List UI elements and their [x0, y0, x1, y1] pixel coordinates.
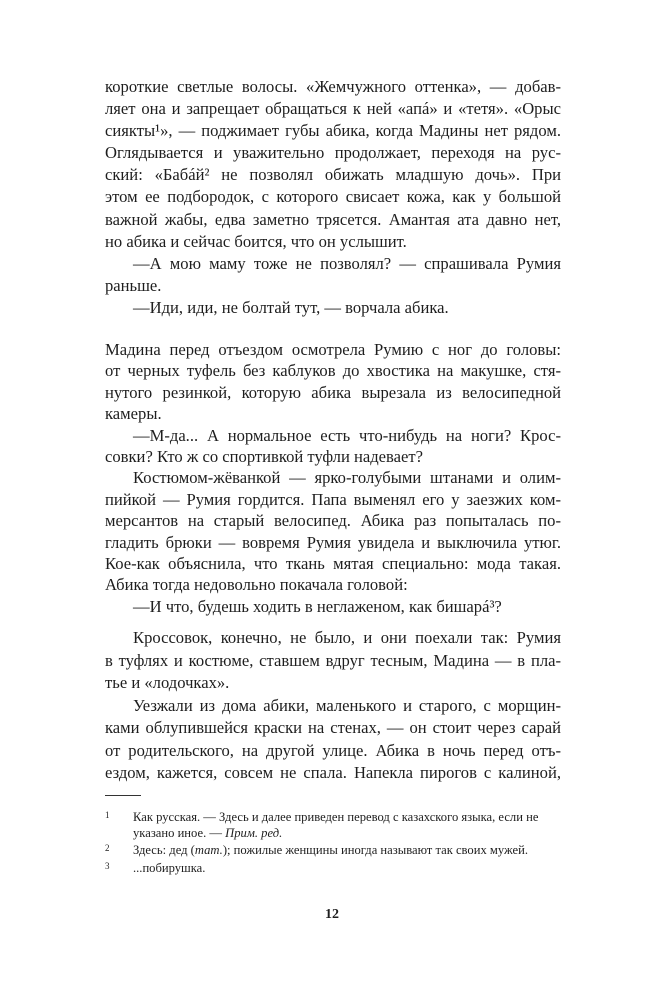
text-line: Костюмом-жёванкой — ярко-голубыми штанами и олим-	[133, 468, 561, 488]
text-block-2	[105, 339, 561, 617]
text-line: важной жабы, едва заметно трясется. Амантая ата давно нет,	[105, 209, 561, 229]
text-line: тье и «лодочках».	[105, 673, 230, 692]
text-line: камеры.	[105, 404, 162, 424]
text-block-1	[105, 76, 561, 319]
footnote-text: Как русская. — Здесь и далее приведен перевод с казахского языка, если не указано иное. —	[133, 810, 539, 840]
text-line: раньше.	[105, 275, 162, 295]
footnote-italic-text: Прим. ред.	[225, 825, 283, 840]
text-line: Мадина перед отъездом осмотрела Румию с ног до головы:	[105, 340, 561, 359]
text-line: в туфлях и костюме, ставшем вдруг тесным, Мадина — в пла-	[105, 650, 561, 670]
text-line: короткие светлые волосы. «Жемчужного оттенка», — добав-	[105, 77, 561, 96]
footnote-number: 2	[105, 843, 110, 853]
text-line: этом ее подбородок, с которого свисает кожа, как у большой	[105, 187, 561, 207]
text-line: ездом, кажется, совсем не спала. Напекла пирогов с калиной,	[105, 763, 561, 782]
text-line: —М-да... А нормальное есть что-нибудь на ноги? Крос-	[133, 425, 561, 445]
text-line: ский: «Бабáй² не позволял обижать младшую дочь». При	[105, 165, 561, 185]
text-line: ляет она и запрещает обращаться к ней «апá» и «тетя». «Орыс	[105, 99, 561, 119]
text-line: Кое-как объяснила, что ткань мятая специально: мода такая.	[105, 553, 561, 573]
footnotes	[105, 810, 561, 878]
text-line: Кроссовок, конечно, не было, и они поехали так: Румия	[133, 628, 561, 647]
text-line: Абика тогда недовольно покачала головой:	[105, 575, 408, 595]
footnote	[105, 810, 561, 841]
footnote	[105, 861, 561, 877]
text-line: мерсантов на старый велосипед. Абика раз попыталась по-	[105, 511, 561, 531]
footnote-italic-text: тат.	[194, 843, 223, 857]
text-line: сиякты¹», — поджимает губы абика, когда Мадины нет рядом.	[105, 121, 561, 141]
text-block-3	[105, 627, 561, 785]
footnote-text: ...побирушка.	[133, 860, 206, 875]
text-line: —А мою маму тоже не позволял? — спрашивала Румия	[133, 253, 561, 273]
text-line: —Иди, иди, не болтай тут, — ворчала абика.	[133, 297, 449, 317]
text-line: гладить брюки — вовремя Румия увидела и выключила утюг.	[105, 532, 561, 552]
footnote-divider	[105, 795, 141, 796]
text-line: от родительского, на другой улице. Абика в ночь перед отъ-	[105, 740, 561, 760]
text-line: пийкой — Румия гордится. Папа выменял его у заезжих ком-	[105, 489, 561, 509]
footnote	[105, 843, 561, 859]
footnote-number: 1	[105, 810, 110, 820]
footnote-text: Здесь: дед (	[133, 843, 195, 857]
text-line: Оглядывается и уважительно продолжает, переходя на рус-	[105, 143, 561, 163]
text-line: но абика и сейчас боится, что он услышит.	[105, 231, 407, 251]
footnote-text: ); пожилые женщины иногда называют так своих мужей.	[222, 843, 529, 857]
text-line: Уезжали из дома абики, маленького и старого, с морщин-	[133, 695, 561, 715]
page-number: 12	[325, 907, 339, 922]
footnote-number: 3	[105, 860, 110, 871]
text-line: совки? Кто ж со спортивкой туфли надевает?	[105, 446, 424, 466]
text-line: —И что, будешь ходить в неглаженом, как бишарá³?	[133, 596, 502, 616]
text-line: от черных туфель без каблуков до хвостика на макушке, стя-	[105, 361, 561, 381]
text-line: нутого резинкой, которую абика вырезала из велосипедной	[105, 382, 561, 402]
text-line: ками облупившейся краски на стенах, — он стоит через сарай	[105, 718, 561, 737]
